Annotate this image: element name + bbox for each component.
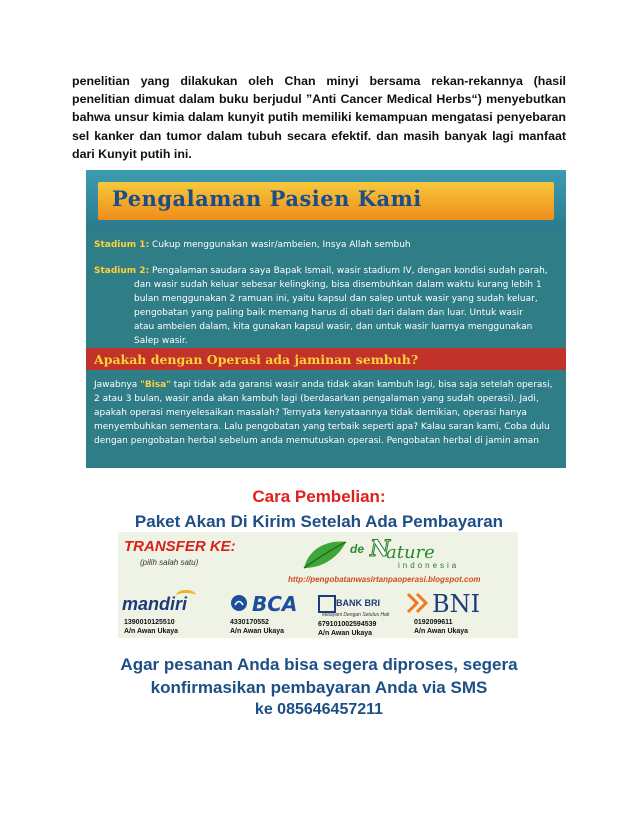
bri-logo: BANK BRI	[336, 598, 380, 608]
account-holder: A/n Awan Ukaya	[230, 628, 285, 635]
account-holder: A/n Awan Ukaya	[414, 628, 469, 635]
stadium-1-label: Stadium 1:	[94, 240, 150, 250]
account-number: 1390010125510	[124, 619, 175, 626]
account-holder: A/n Awan Ukaya	[124, 628, 179, 635]
transfer-label: TRANSFER KE:	[124, 538, 236, 555]
stadium-2-line: atau ambeien dalam, kita gunakan kapsul wasir, dan untuk wasir luarnya menggunakan	[134, 322, 533, 332]
footer-line-2: konfirmasikan pembayaran Anda via SMS	[150, 678, 488, 697]
bni-account	[414, 618, 468, 636]
testimonial-image	[86, 170, 566, 468]
account-number: 679101002594539	[318, 621, 377, 628]
bri-account	[318, 620, 376, 638]
mandiri-account	[124, 618, 178, 636]
mandiri-logo: mandiri	[122, 594, 188, 614]
bni-logo: BNI	[432, 590, 481, 618]
stadium-2-line: pengobatan yang paling baik memang harus di obati dari dalam dan luar. Untuk wasir	[134, 308, 523, 318]
bank-transfer-image	[118, 532, 518, 638]
answer-line: menyembuhkan sementara. Lalu pengobatan yang terbaik seperti apa? Kalau saran kami, Coba dulu	[94, 422, 550, 432]
answer-highlight: "Bisa"	[140, 380, 171, 390]
leaf-logo-icon	[300, 538, 350, 572]
stadium-1-text: Cukup menggunakan wasir/ambeien, Insya Allah sembuh	[149, 240, 411, 250]
answer-line	[94, 380, 552, 390]
testimonial-body	[86, 230, 566, 468]
answer-line: dengan pengobatan herbal sebelum anda memutuskan operasi. Pengobatan herbal di jamin aman	[94, 436, 539, 446]
bri-tagline: Melayani Dengan Setulus Hati	[322, 612, 390, 618]
answer-text: tapi tidak ada garansi wasir anda tidak akan kambuh lagi, bisa saja setelah operasi,	[170, 380, 553, 390]
brand-N: N	[370, 536, 391, 562]
testimonial-banner	[86, 170, 566, 230]
stadium-2-line: dan wasir sudah keluar sebesar kelingking, bisa disembuhkan dalam waktu kurang lebih 1	[134, 280, 542, 290]
footer-line-1: Agar pesanan Anda bisa segera diproses, segera	[120, 655, 518, 674]
answer-line: apakah operasi menyelesaikan masalah? Ternyata kenyataannya tidak demikian, operasi hanya	[94, 408, 527, 418]
answer-prefix: Jawabnya	[94, 380, 141, 390]
bca-logo-icon	[230, 594, 248, 612]
mandiri-wave-icon	[176, 590, 196, 601]
stadium-2-line: Salep wasir.	[134, 336, 188, 346]
brand-rest: ature	[386, 542, 435, 563]
stadium-2-text: Pengalaman saudara saya Bapak Ismail, wasir stadium IV, dengan kondisi sudah parah,	[149, 266, 548, 276]
choose-label: (pilih salah satu)	[140, 558, 199, 567]
stadium-2-line	[94, 266, 548, 276]
bca-account	[230, 618, 284, 636]
account-holder: A/n Awan Ukaya	[318, 630, 373, 637]
bca-logo: BCA	[252, 592, 298, 616]
footer-phone: ke 085646457211	[254, 701, 384, 718]
question-heading: Apakah dengan Operasi ada jaminan sembuh?	[94, 352, 419, 367]
purchase-subtitle: Paket Akan Di Kirim Setelah Ada Pembayaran	[134, 512, 504, 531]
stadium-1-line	[94, 240, 411, 250]
blog-url: http://pengobatanwasirtanpaoperasi.blogspot.com	[288, 575, 481, 584]
brand-de: de	[350, 542, 365, 556]
bni-logo-icon	[406, 592, 428, 614]
stadium-2-line: bulan menggunakan 2 ramuan ini, yaitu kapsul dan salep untuk wasir yang sudah keluar,	[134, 294, 538, 304]
stadium-2-label: Stadium 2:	[94, 266, 150, 276]
bri-logo-icon	[318, 595, 336, 613]
purchase-title: Cara Pembelian:	[252, 487, 386, 506]
account-number: 4330170552	[230, 619, 269, 626]
brand-sub: indonesia	[398, 561, 460, 570]
article-paragraph: penelitian yang dilakukan oleh Chan minyi bersama rekan-rekannya (hasil penelitian dimuat dalam buku berjudul ”Anti Cancer Medical Herbs“) menyebutkan bahwa unsur kimia dalam kunyit putih memiliki kemampuan mengatasi penyebaran sel kanker dan tumor dalam tubuh secara efektif. dan masih banyak lagi manfaat dari Kunyit putih ini.	[72, 74, 566, 161]
account-number: 0192099611	[414, 619, 453, 626]
testimonial-title: Pengalaman Pasien Kami	[112, 186, 422, 211]
answer-line: 2 atau 3 bulan, wasir anda akan kambuh lagi (berdasarkan pengalaman yang sudah operasi). Jadi,	[94, 394, 539, 404]
